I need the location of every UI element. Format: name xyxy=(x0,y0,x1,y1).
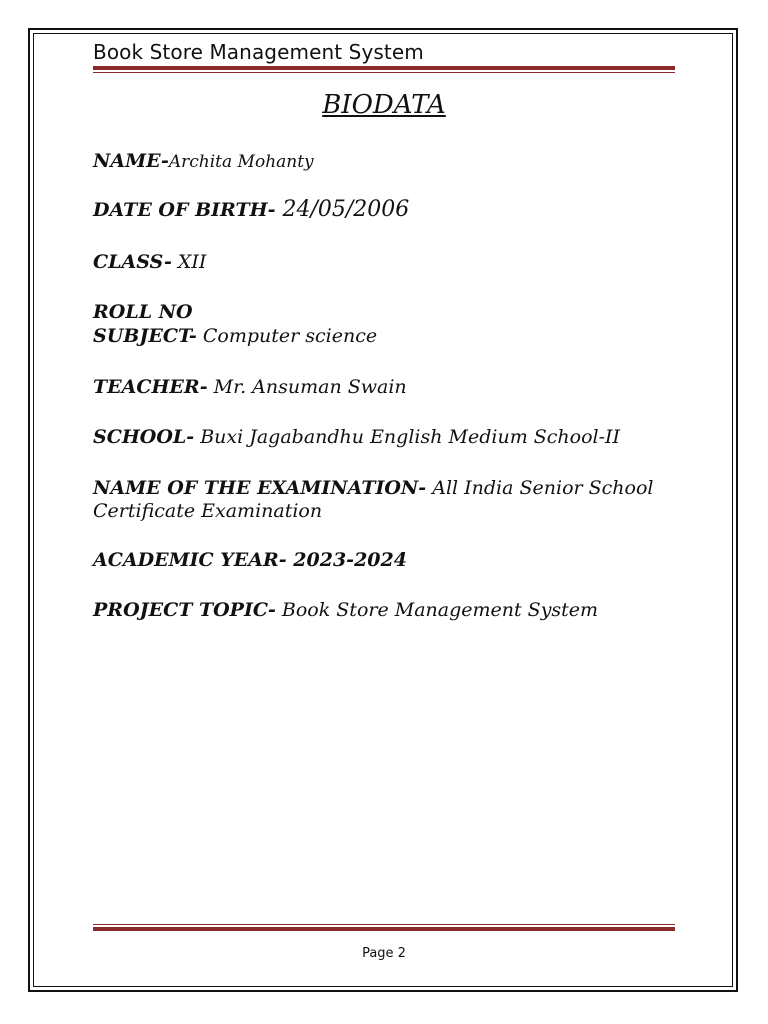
page-number: Page 2 xyxy=(362,946,406,961)
field-class-label: CLASS- xyxy=(93,251,172,273)
field-topic-value: Book Store Management System xyxy=(275,599,599,621)
field-school xyxy=(93,426,703,449)
field-exam-label: NAME OF THE EXAMINATION- xyxy=(93,477,427,499)
document-title: BIODATA xyxy=(322,90,446,120)
field-roll-label: ROLL NO xyxy=(93,301,193,323)
footer-rule xyxy=(93,924,675,931)
field-teacher xyxy=(93,376,703,399)
field-name-value: Archita Mohanty xyxy=(168,152,314,172)
header-title: Book Store Management System xyxy=(93,40,424,64)
field-name xyxy=(93,150,703,173)
field-year-value: 2023-2024 xyxy=(286,549,407,571)
field-topic xyxy=(93,599,703,622)
field-school-value: Buxi Jagabandhu English Medium School-II xyxy=(194,426,621,448)
header-rule xyxy=(93,66,675,73)
field-subject xyxy=(93,325,703,348)
field-dob xyxy=(93,199,703,222)
field-dob-label: DATE OF BIRTH- xyxy=(93,199,276,221)
field-class xyxy=(93,251,703,274)
field-teacher-label: TEACHER- xyxy=(93,376,208,398)
field-subject-label: SUBJECT- xyxy=(93,325,197,347)
field-teacher-value: Mr. Ansuman Swain xyxy=(207,376,407,398)
field-class-value: XII xyxy=(171,251,207,273)
field-roll xyxy=(93,301,703,324)
field-year-label: ACADEMIC YEAR- xyxy=(93,549,287,571)
field-year xyxy=(93,549,703,572)
field-topic-label: PROJECT TOPIC- xyxy=(93,599,276,621)
field-dob-value: 24/05/2006 xyxy=(275,197,410,222)
field-school-label: SCHOOL- xyxy=(93,426,195,448)
field-name-label: NAME- xyxy=(93,150,169,172)
field-exam xyxy=(93,477,703,523)
field-exam-value: All India Senior School Certificate Examination xyxy=(93,477,654,522)
field-subject-value: Computer science xyxy=(196,325,378,347)
